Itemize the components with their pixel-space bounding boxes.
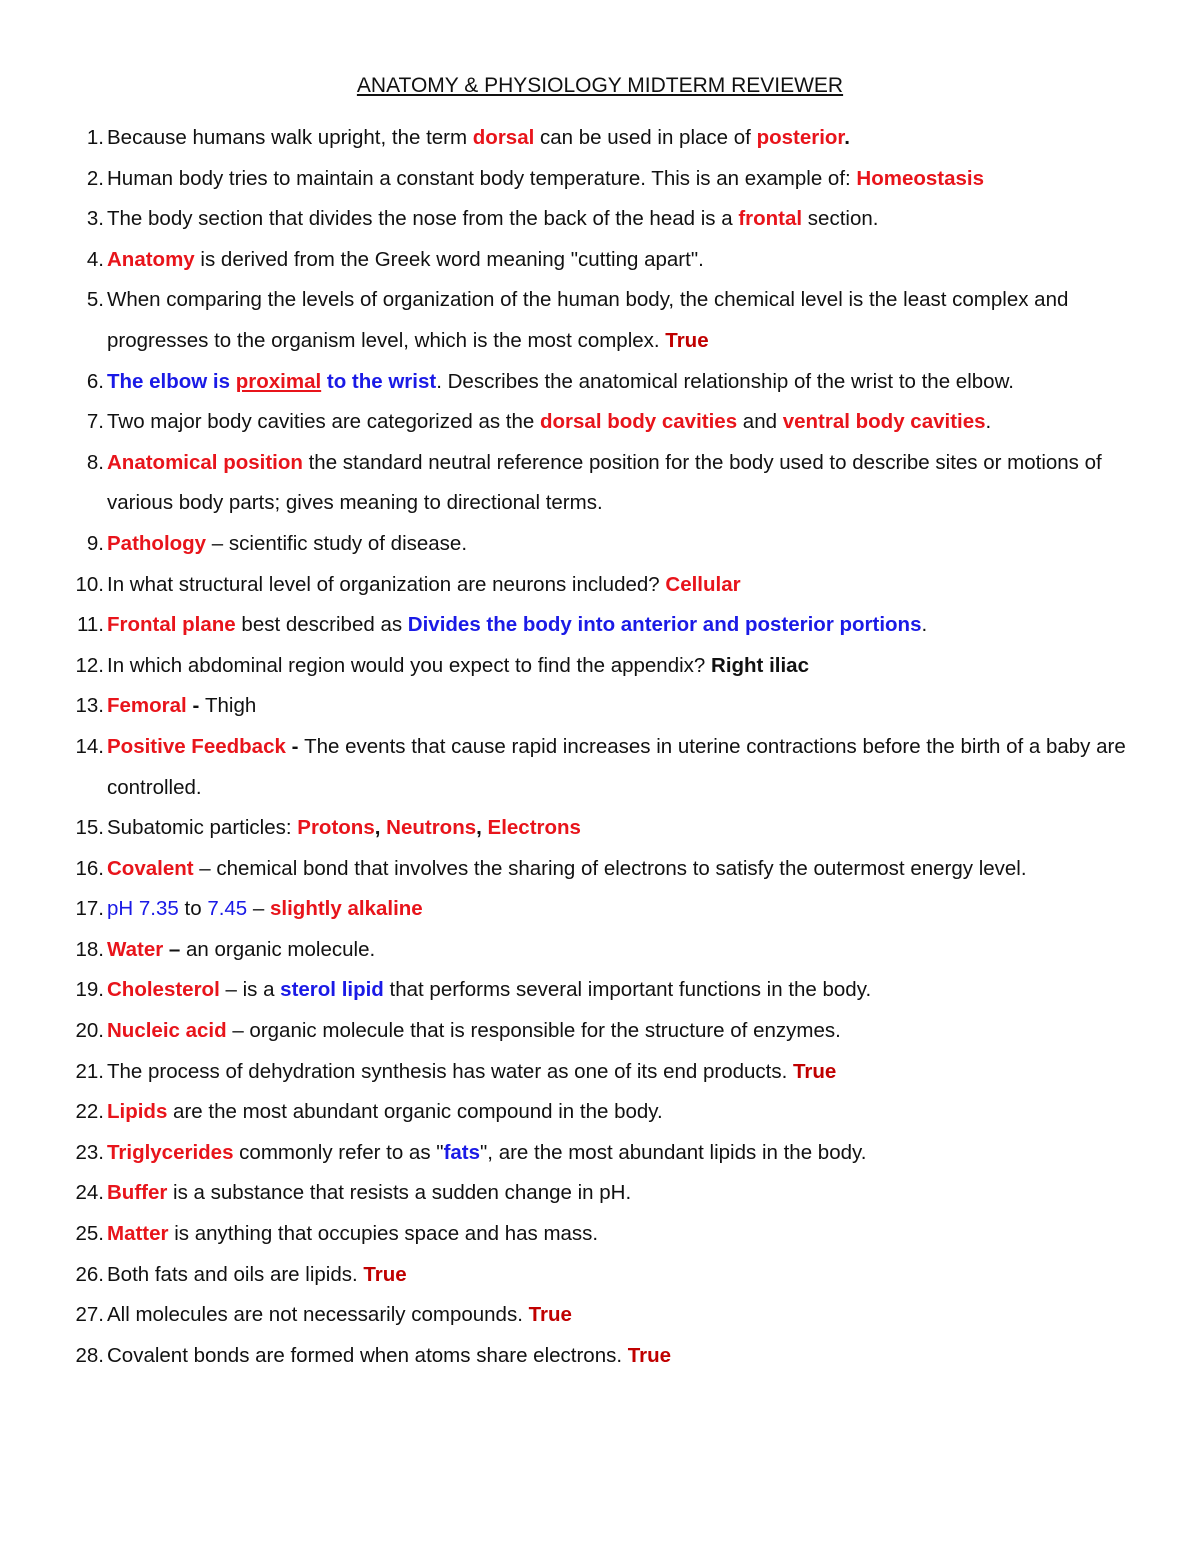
item-text: Two major body cavities are categorized as the [107, 410, 540, 434]
item-number: 13. [75, 694, 104, 718]
item-number: 27. [75, 1303, 104, 1327]
list-item [66, 646, 1146, 687]
item-text: Because humans walk upright, the term [107, 126, 473, 149]
item-text: . [921, 613, 928, 637]
item-text: are the most abundant organic compound in the body. [167, 1100, 663, 1124]
item-number: 19. [75, 978, 104, 1002]
item-text: – is a [219, 978, 281, 1002]
item-text: and [737, 410, 783, 434]
highlighted-term: dorsal [472, 126, 535, 149]
highlighted-term: Covalent [107, 856, 194, 880]
list-item [66, 443, 1146, 524]
item-number: 8. [86, 450, 104, 474]
item-text: is derived from the Greek word meaning "cutting apart". [194, 247, 704, 271]
item-text: commonly refer to as " [233, 1140, 444, 1164]
highlighted-term: Anatomical position [107, 450, 303, 474]
list-item [66, 362, 1146, 403]
item-text: that performs several important functions in the body. [383, 978, 872, 1002]
item-text: The events that cause rapid increases in uterine contractions before the birth of a baby are controlled. [107, 734, 1126, 799]
item-text: Thigh [204, 694, 257, 718]
item-number: 21. [75, 1059, 104, 1083]
item-number: 7. [86, 410, 104, 434]
page-title: ANATOMY & PHYSIOLOGY MIDTERM REVIEWER [356, 74, 844, 97]
list-item [66, 1092, 1146, 1133]
highlighted-term: Divides the body into anterior and posterior portions [407, 613, 922, 637]
highlighted-term: Cholesterol [107, 978, 220, 1002]
item-text: – organic molecule that is responsible for the structure of enzymes. [226, 1019, 841, 1043]
list-item [66, 1011, 1146, 1052]
highlighted-term: - [285, 734, 305, 758]
list-item [66, 1052, 1146, 1093]
list-item [66, 889, 1146, 930]
item-text: section. [802, 207, 879, 231]
item-number: 5. [86, 288, 104, 312]
list-item [66, 1336, 1146, 1377]
item-text: Covalent bonds are formed when atoms share electrons. [107, 1343, 628, 1367]
item-number: 25. [75, 1222, 104, 1246]
highlighted-term: Neutrons [386, 816, 477, 840]
highlighted-term: Anatomy [107, 247, 195, 271]
list-item [66, 808, 1146, 849]
item-text: In what structural level of organization are neurons included? [107, 572, 666, 596]
item-text: ", are the most abundant lipids in the body. [480, 1140, 867, 1164]
item-number: 22. [75, 1100, 104, 1124]
item-number: 16. [75, 856, 104, 880]
item-text: The body section that divides the nose from the back of the head is a [107, 207, 739, 231]
item-number: 20. [75, 1019, 104, 1043]
highlighted-term: Femoral [107, 694, 187, 718]
highlighted-term: proximal [235, 369, 322, 393]
highlighted-term: Homeostasis [856, 166, 985, 190]
item-number: 6. [86, 369, 104, 393]
item-number: 12. [75, 653, 104, 677]
highlighted-term: True [627, 1343, 672, 1367]
highlighted-term: , [374, 816, 387, 840]
item-text: can be used in place of [534, 126, 757, 149]
highlighted-term: Buffer [107, 1181, 168, 1205]
list-item [66, 402, 1146, 443]
item-text: Both fats and oils are lipids. [107, 1262, 364, 1286]
item-number: 24. [75, 1181, 104, 1205]
item-number: 23. [75, 1140, 104, 1164]
item-number: 15. [75, 816, 104, 840]
highlighted-term: , [476, 816, 488, 840]
highlighted-term: Electrons [487, 816, 581, 840]
highlighted-term: Lipids [107, 1100, 168, 1124]
item-text: – chemical bond that involves the sharing of electrons to satisfy the outermost energy level. [193, 856, 1027, 880]
item-text: Human body tries to maintain a constant body temperature. This is an example of: [107, 166, 857, 190]
item-number: 3. [86, 207, 104, 231]
list-item [66, 930, 1146, 971]
item-text: Subatomic particles: [107, 816, 298, 840]
list-item [66, 686, 1146, 727]
item-text: is a substance that resists a sudden change in pH. [167, 1181, 632, 1205]
list-item [66, 970, 1146, 1011]
list-item [66, 199, 1146, 240]
item-number: 17. [75, 897, 104, 921]
review-list [66, 118, 1146, 1376]
item-text: – scientific study of disease. [206, 531, 468, 555]
highlighted-term: Triglycerides [107, 1140, 234, 1164]
highlighted-term: True [363, 1262, 407, 1286]
item-text: the standard neutral reference position for the body used to describe sites or motions of various body parts; gives meaning to directional terms. [107, 450, 1102, 515]
list-item [66, 1295, 1146, 1336]
highlighted-term: sterol lipid [280, 978, 384, 1002]
highlighted-term: Pathology [107, 531, 207, 555]
list-item [66, 565, 1146, 606]
list-item [66, 240, 1146, 281]
item-number: 4. [86, 247, 104, 271]
item-number: 28. [75, 1343, 104, 1367]
highlighted-term: True [528, 1303, 572, 1327]
item-number: 1. [86, 126, 104, 149]
list-item [66, 118, 1146, 159]
list-item [66, 1133, 1146, 1174]
highlighted-term: ventral body cavities [782, 410, 986, 434]
list-item [66, 1173, 1146, 1214]
item-number: 26. [75, 1262, 104, 1286]
highlighted-term: to the wrist [321, 369, 437, 393]
highlighted-term: pH 7.35 [107, 897, 179, 921]
list-item [66, 280, 1146, 361]
highlighted-term: posterior [756, 126, 845, 149]
item-text: . Describes the anatomical relationship of the wrist to the elbow. [436, 369, 1014, 393]
list-item [66, 524, 1146, 565]
highlighted-term: True [665, 328, 709, 352]
highlighted-term: Protons [297, 816, 375, 840]
highlighted-term: Cellular [665, 572, 741, 596]
item-text: The process of dehydration synthesis has water as one of its end products. [107, 1059, 793, 1083]
highlighted-term: The elbow is [107, 369, 236, 393]
item-text: best described as [235, 613, 408, 637]
item-text: is anything that occupies space and has mass. [168, 1222, 599, 1246]
highlighted-term: fats [443, 1140, 481, 1164]
highlighted-term: dorsal body cavities [540, 410, 738, 434]
list-item [66, 1255, 1146, 1296]
highlighted-term: True [793, 1059, 837, 1083]
item-text: . [985, 410, 992, 434]
item-text: When comparing the levels of organization of the human body, the chemical level is the least complex and progresses to the organism level, which is the most complex. [107, 288, 1069, 352]
list-item [66, 849, 1146, 890]
item-number: 18. [75, 937, 104, 961]
list-item [66, 605, 1146, 646]
item-text: an organic molecule. [180, 937, 376, 961]
item-number: 9. [86, 531, 104, 555]
item-text: – [247, 897, 271, 921]
highlighted-term: Positive Feedback [107, 734, 286, 758]
highlighted-term: Matter [107, 1222, 169, 1246]
highlighted-term: 7.45 [207, 897, 248, 921]
item-number: 2. [86, 166, 104, 190]
highlighted-term: Frontal plane [107, 613, 236, 637]
item-text: to [178, 897, 208, 921]
highlighted-term: – [163, 937, 181, 961]
list-item [66, 1214, 1146, 1255]
item-text: In which abdominal region would you expect to find the appendix? [107, 653, 712, 677]
highlighted-term: Right iliac [711, 653, 809, 677]
item-number: 10. [75, 572, 104, 596]
highlighted-term: - [186, 694, 205, 718]
item-number: 11. [77, 613, 104, 637]
highlighted-term: frontal [738, 207, 803, 231]
highlighted-term: slightly alkaline [270, 897, 423, 921]
item-text: All molecules are not necessarily compounds. [107, 1303, 529, 1327]
highlighted-term: Nucleic acid [107, 1019, 227, 1043]
list-item [66, 159, 1146, 200]
list-item [66, 727, 1146, 808]
highlighted-term: . [844, 126, 850, 149]
item-number: 14. [75, 734, 104, 758]
highlighted-term: Water [107, 937, 164, 961]
